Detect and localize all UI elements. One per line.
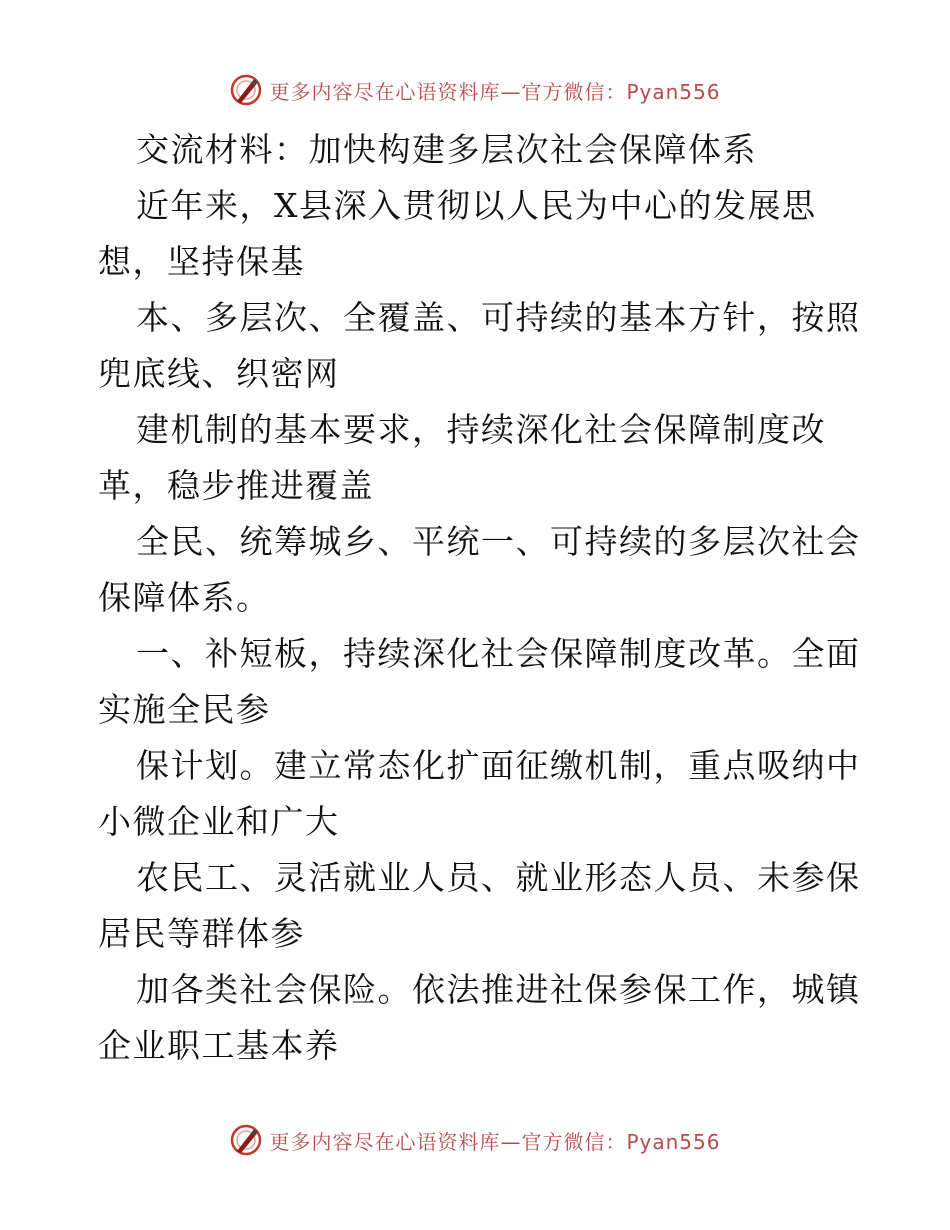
- text-line: 近年来，X县深入贯彻以人民为中心的发展思: [136, 186, 817, 225]
- text-line: 农民工、灵活就业人员、就业形态人员、未参保: [136, 858, 861, 897]
- text-line: 企业职工基本养: [98, 1026, 340, 1065]
- document-title: 交流材料：加快构建多层次社会保障体系: [136, 130, 757, 169]
- text-line: 居民等群体参: [98, 914, 305, 953]
- banner-text: 更多内容尽在心语资料库—官方微信：Pyan556: [269, 79, 721, 104]
- banner-text: 更多内容尽在心语资料库—官方微信：Pyan556: [269, 1129, 721, 1154]
- header-watermark-banner: [0, 70, 950, 110]
- text-line: 实施全民参: [98, 690, 271, 729]
- text-line: 想，坚持保基: [98, 242, 305, 281]
- text-line: 小微企业和广大: [98, 802, 340, 841]
- text-line: 兜底线、织密网: [98, 354, 340, 393]
- text-line: 本、多层次、全覆盖、可持续的基本方针，按照: [136, 298, 861, 337]
- text-line: 建机制的基本要求，持续深化社会保障制度改: [136, 410, 826, 449]
- document-body: [98, 122, 861, 1074]
- text-line: 保障体系。: [98, 578, 271, 617]
- pen-logo-icon: [229, 1123, 263, 1157]
- text-line: 保计划。建立常态化扩面征缴机制，重点吸纳中: [136, 746, 861, 785]
- footer-watermark-banner: [0, 1120, 950, 1160]
- text-line: 一、补短板，持续深化社会保障制度改革。全面: [136, 634, 861, 673]
- pen-logo-icon: [229, 73, 263, 107]
- text-line: 加各类社会保险。依法推进社保参保工作，城镇: [136, 970, 861, 1009]
- text-line: 全民、统筹城乡、平统一、可持续的多层次社会: [136, 522, 861, 561]
- text-line: 革，稳步推进覆盖: [98, 466, 374, 505]
